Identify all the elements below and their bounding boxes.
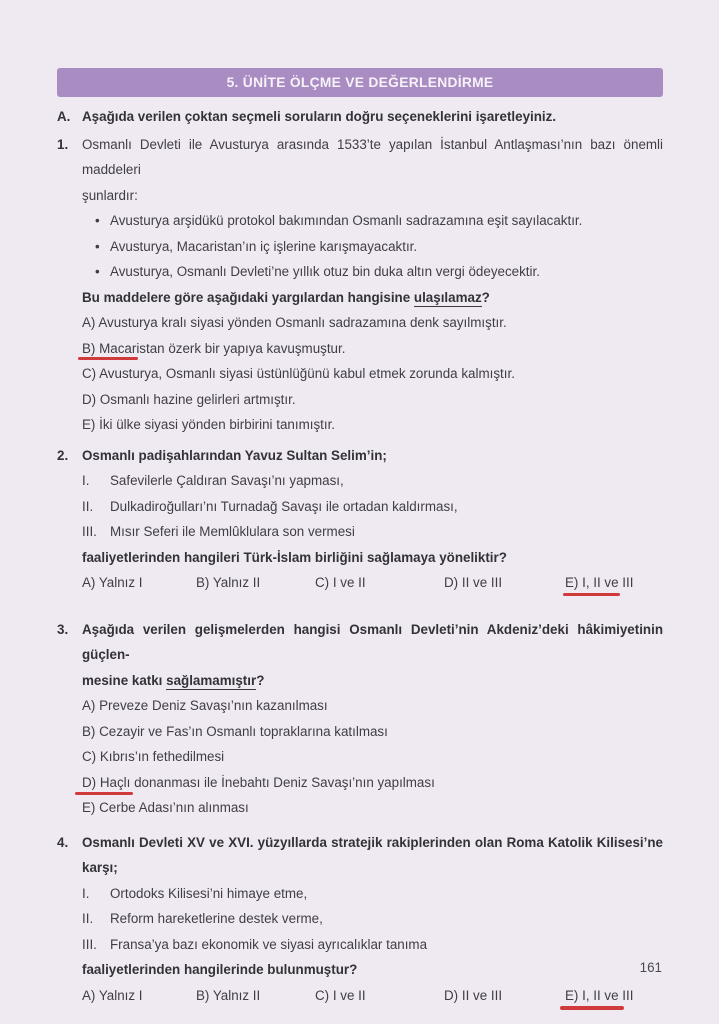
question-4 [57,830,663,1009]
option-line [82,719,663,745]
bullet-item [82,234,663,260]
option-text: D) Osmanlı hazine gelirleri artmıştır. [82,391,296,407]
option-line [82,744,663,770]
roman-numeral: II. [82,911,94,926]
answer-mark-icon [560,1006,624,1010]
question-stem-line: Aşağıda verilen gelişmelerden hangisi Osmanlı Devleti’nin Akdeniz’deki hâkimiyetinin güçlen- [82,621,663,662]
roman-item [82,932,663,958]
item-text: Safevilerle Çaldıran Savaşı’nı yapması, [110,473,344,488]
roman-item [82,881,663,907]
unit-banner-title: 5. ÜNİTE ÖLÇME VE DEĞERLENDİRME [226,75,494,90]
option-text: E) İki ülke siyasi yönden birbirini tanımıştır. [82,417,336,432]
roman-numeral: II. [82,498,94,514]
prompt-underlined-word: ulaşılamaz [413,289,482,305]
option-text: A) Avusturya kralı siyasi yönden Osmanlı sadrazamına denk sayılmıştır. [82,315,507,330]
roman-numeral: I. [82,885,90,901]
prompt-underlined-word: sağlamamıştır [166,672,257,688]
option-text: C) I ve II [315,575,366,590]
bullet-icon: • [95,264,100,279]
bullet-icon: • [95,213,100,228]
roman-numeral: III. [82,936,97,952]
bullet-item [82,259,663,285]
instruction-label: A. [57,109,71,124]
option-text: E) I, II ve III [565,987,634,1003]
bullet-item [82,208,663,234]
roman-numeral: I. [82,473,90,488]
option-line [82,795,663,821]
option-text: C) I ve II [315,987,366,1003]
option-line [82,361,663,387]
question-stem-line: karşı; [82,860,118,875]
option-text: B) Macaristan özerk bir yapıya kavuşmuştur. [82,340,346,356]
bullet-icon: • [95,238,100,254]
item-text: Reform hareketlerine destek verme, [110,911,323,926]
prompt-text: mesine katkı [82,672,167,688]
question-2 [57,443,663,596]
question-stem-line: Osmanlı padişahlarından Yavuz Sultan Selim’in; [82,447,387,463]
roman-item [82,494,663,520]
prompt-text: Bu maddelere göre aşağıdaki yargılardan hangisine [82,289,414,305]
option-text: D) II ve III [444,575,503,590]
answer-mark-icon [563,593,620,596]
options-row [82,983,663,1009]
item-text: Ortodoks Kilisesi’ni himaye etme, [110,885,308,901]
option-line [82,310,663,336]
option-text: D) II ve III [444,987,503,1003]
roman-item [82,906,663,932]
options-row [82,570,663,596]
prompt-text: ? [481,289,490,305]
roman-item [82,519,663,545]
question-number: 4. [57,834,69,850]
question-number: 2. [57,447,69,463]
item-text: Mısır Seferi ile Memlûklulara son vermesi [110,524,355,539]
option-line [82,693,663,719]
item-text: Dulkadiroğulları’nı Turnadağ Savaşı ile ortadan kaldırması, [110,498,458,514]
option-text: C) Avusturya, Osmanlı siyasi üstünlüğünü kabul etmek zorunda kalmıştır. [82,366,515,381]
item-text: Fransa’ya bazı ekonomik ve siyasi ayrıcalıklar tanıma [110,936,428,952]
option-text: A) Preveze Deniz Savaşı’nın kazanılması [82,698,328,713]
bullet-text: Avusturya, Macaristan’ın iç işlerine karışmayacaktır. [110,238,418,254]
question-stem-line: Osmanlı Devleti ile Avusturya arasında 1533’te yapılan İstanbul Antlaşması’nın bazı önemli maddeleri [82,136,663,177]
option-text: B) Yalnız II [196,575,261,590]
option-line [82,387,663,413]
question-prompt [82,285,663,311]
option-text: A) Yalnız I [82,987,143,1003]
question-number: 1. [57,136,69,152]
option-text: B) Yalnız II [196,987,261,1003]
option-line [82,412,663,438]
roman-numeral: III. [82,524,97,539]
option-line [82,336,663,362]
option-text: E) Cerbe Adası’nın alınması [82,800,249,815]
page-content [57,104,663,1008]
bullet-text: Avusturya arşidükü protokol bakımından Osmanlı sadrazamına eşit sayılacaktır. [110,213,583,228]
prompt-text: ? [256,672,265,688]
question-stem-line [82,668,663,694]
instruction-row [57,104,663,130]
option-line [82,770,663,796]
page-number: 161 [639,960,662,975]
option-text: D) Haçlı donanması ile İnebahtı Deniz Savaşı’nın yapılması [82,774,435,790]
roman-item [82,468,663,494]
question-number: 3. [57,621,69,637]
option-text: E) I, II ve III [565,575,634,590]
question-stem-line: şunlardır: [82,187,138,203]
option-text: A) Yalnız I [82,575,143,590]
question-prompt: faaliyetlerinden hangileri Türk-İslam birliğini sağlamaya yöneliktir? [82,549,507,565]
option-text: B) Cezayir ve Fas’ın Osmanlı topraklarına katılması [82,723,388,739]
bullet-text: Avusturya, Osmanlı Devleti’ne yıllık otuz bin duka altın vergi ödeyecektir. [110,264,540,279]
instruction-text: Aşağıda verilen çoktan seçmeli soruların doğru seçeneklerini işaretleyiniz. [82,109,557,124]
question-stem-line: Osmanlı Devleti XV ve XVI. yüzyıllarda stratejik rakiplerinden olan Roma Katolik Kilisesi’ne [82,834,663,850]
question-1 [57,132,663,438]
unit-banner [57,68,663,97]
option-text: C) Kıbrıs’ın fethedilmesi [82,749,225,764]
question-prompt: faaliyetlerinden hangilerinde bulunmuştur? [82,962,358,977]
answer-mark-icon [78,357,138,360]
question-3 [57,617,663,821]
